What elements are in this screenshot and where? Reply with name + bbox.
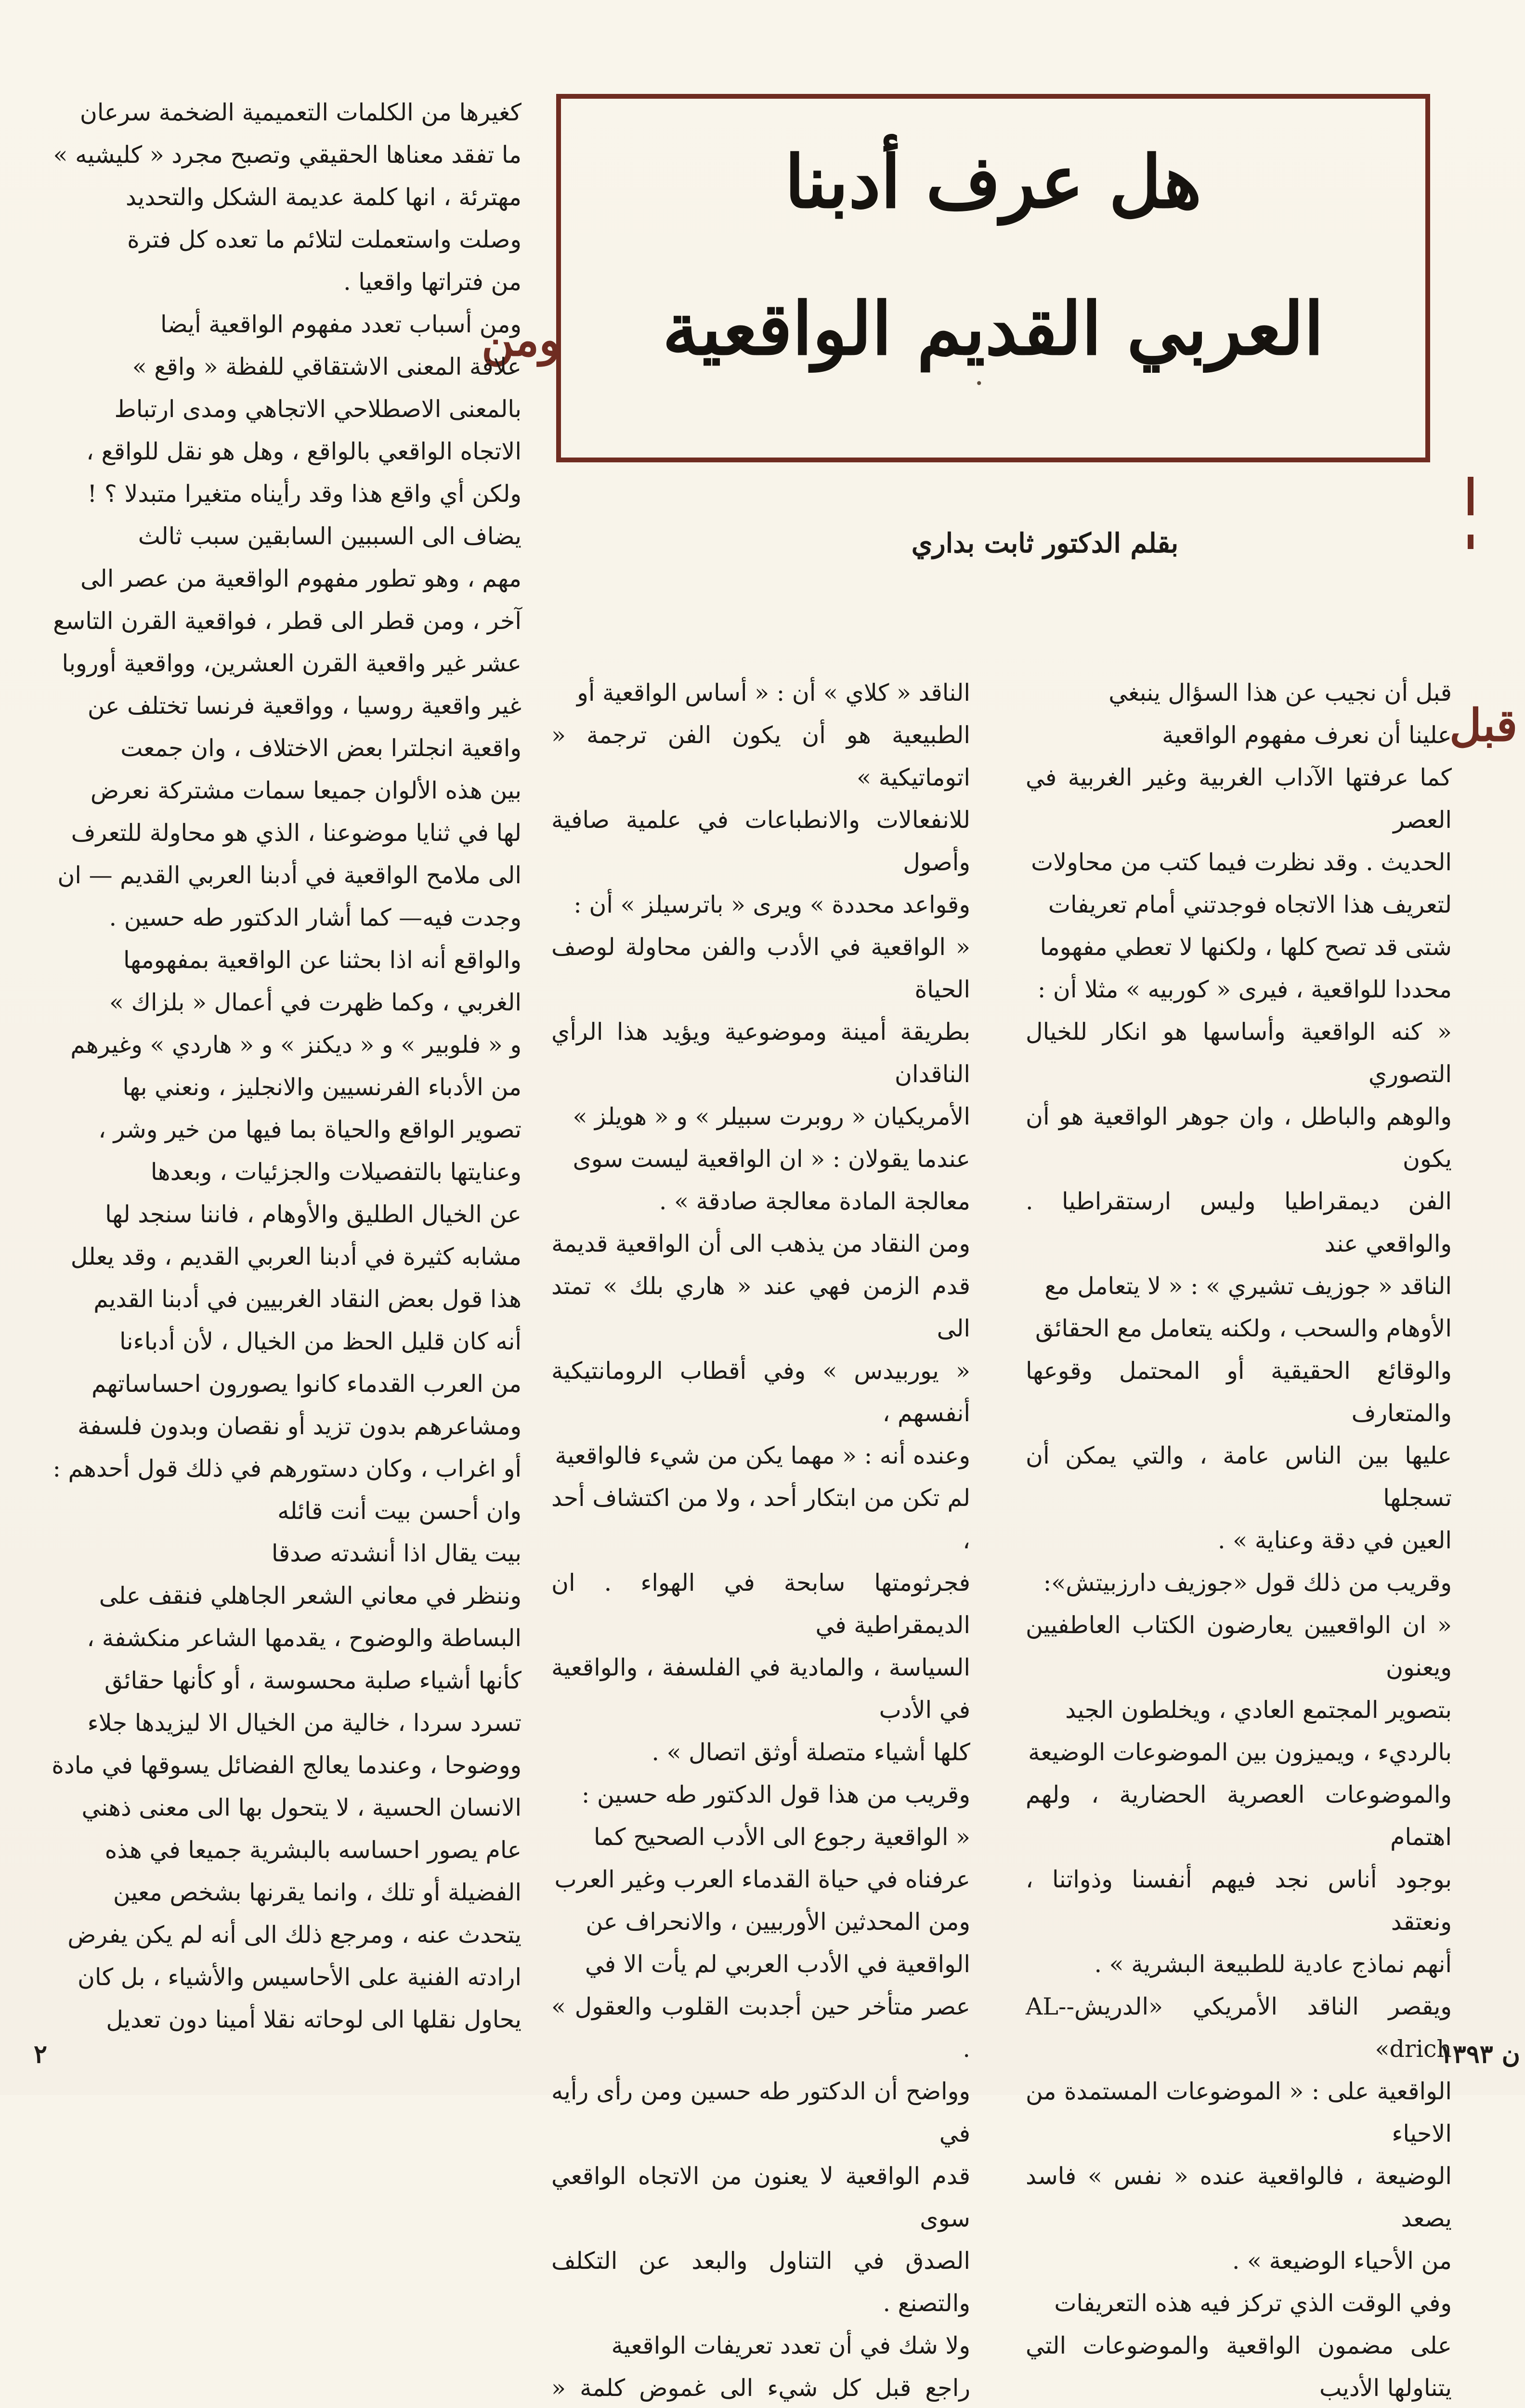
right-dropcap: قبل bbox=[1449, 699, 1518, 751]
middle-column-text: الناقد « كلاي » أن : « أساس الواقعية أو الطبيعية هو أن يكون الفن ترجمة « اتوماتيكية » للانفعالات والانطباعات في علمية صافية وأصول وقواعد محددة » ويرى « باترسيلز » أن : « الواقعية في الأدب والفن محاولة لوصف الحياة بطريقة أمينة وموضوعية ويؤيد هذا الرأي الناقدان الأمريكيان « روبرت سبيلر » و « هويلز » عندما يقولان : « ان الواقعية ليست سوى معالجة المادة معالجة صادقة » . ومن النقاد من يذهب الى أن الواقعية قديمة قدم الزمن فهي عند « هاري بلك » تمتد الى « يوربيدس » وفي أقطاب الرومانتيكية أنفسهم ، وعنده أنه : « مهما يكن من شيء فالواقعية لم تكن من ابتكار أحد ، ولا من اكتشاف أحد ، فجرثومتها سابحة في الهواء . ان الديمقراطية في السياسة ، والمادية في الفلسفة ، والواقعية في الأدب كلها أشياء متصلة أوثق اتصال » . وقريب من هذا قول الدكتور طه حسين : « الواقعية رجوع الى الأدب الصحيح كما عرفناه في حياة القدماء العرب وغير العرب ومن المحدثين الأوربيين ، والانحراف عن الواقعية في الأدب العربي لم يأت الا في عصر متأخر حين أجدبت القلوب والعقول » . وواضح أن الدكتور طه حسين ومن رأى رأيه في قدم الواقعية لا يعنون من الاتجاه الواقعي سوى الصدق في التناول والبعد عن التكلف والتصنع . ولا شك في أن تعدد تعريفات الواقعية راجع قبل كل شيء الى غموض كلمة « bbox=[551, 679, 970, 2402]
author-byline: بقلم الدكتور ثابت بداري bbox=[911, 527, 1179, 559]
title-line-2: العربي القديم الواقعية bbox=[662, 287, 1324, 371]
title-line-1: هل عرف أدبنا bbox=[784, 140, 1202, 224]
footer-issue-text: ن ١٣٩٣ bbox=[1439, 2040, 1520, 2069]
page-number: ٢ bbox=[34, 2040, 47, 2069]
accent-bar-top bbox=[1468, 477, 1473, 515]
title-ornament: • bbox=[975, 376, 983, 392]
right-column-text: قبل أن نجيب عن هذا السؤال ينبغي علينا أن نعرف مفهوم الواقعية كما عرفتها الآداب الغربية وغير الغربية في العصر الحديث . وقد نظرت فيما كتب من محاولات لتعريف هذا الاتجاه فوجدتني أمام تعريفات شتى قد تصح كلها ، ولكنها لا تعطي مفهوما محددا للواقعية ، فيرى « كوربيه » مثلا أن : « كنه الواقعية وأساسها هو انكار للخيال التصوري والوهم والباطل ، وان جوهر الواقعية هو أن يكون الفن ديمقراطيا وليس ارستقراطيا . والواقعي عند الناقد « جوزيف تشيري » : « لا يتعامل مع الأوهام والسحب ، ولكنه يتعامل مع الحقائق والوقائع الحقيقية أو المحتمل وقوعها والمتعارف عليها بين الناس عامة ، والتي يمكن أن تسجلها العين في دقة وعناية » . وقريب من ذلك قول «جوزيف دارزبيتش»: « ان الواقعيين يعارضون الكتاب العاطفيين ويعنون بتصوير المجتمع العادي ، ويخلطون الجيد بالرديء ، ويميزون بين الموضوعات الوضيعة والموضوعات العصرية الحضارية ، ولهم اهتمام بوجود أناس نجد فيهم أنفسنا وذواتنا ، ونعتقد أنهم نماذج عادية للطبيعة البشرية » . ويقصر الناقد الأمريكي «الدريش-AL-drich» الواقعية على : « الموضوعات المستمدة من الاحياء الوضيعة ، فالواقعية عنده « نفس » فاسد يصعد من الأحياء الوضيعة » . وفي الوقت الذي تركز فيه هذه التعريفات على مضمون الواقعية والموضوعات التي يتناولها الأديب bbox=[1026, 679, 1452, 2402]
left-column-text: كغيرها من الكلمات التعميمية الضخمة سرعان ما تفقد معناها الحقيقي وتصبح مجرد « كليشيه » مهترئة ، انها كلمة عديمة الشكل والتحديد وصلت واستعملت لتلائم ما تعده كل فترة من فتراتها واقعيا . ومن أسباب تعدد مفهوم الواقعية أيضا علاقة المعنى الاشتقاقي للفظة « واقع » بالمعنى الاصطلاحي الاتجاهي ومدى ارتباط الاتجاه الواقعي بالواقع ، وهل هو نقل للواقع ، ولكن أي واقع هذا وقد رأيناه متغيرا متبدلا ؟ ! يضاف الى السببين السابقين سبب ثالث مهم ، وهو تطور مفهوم الواقعية من عصر الى آخر ، ومن قطر الى قطر ، فواقعية القرن التاسع عشر غير واقعية القرن العشرين، وواقعية أوروبا غير واقعية روسيا ، وواقعية فرنسا تختلف عن واقعية انجلترا بعض الاختلاف ، وان جمعت بين هذه الألوان جميعا سمات مشتركة نعرض لها في ثنايا موضوعنا ، الذي هو محاولة للتعرف الى ملامح الواقعية في أدبنا العربي القديم — ان وجدت فيه— كما أشار الدكتور طه حسين . والواقع أنه اذا بحثنا عن الواقعية بمفهومها الغربي ، وكما ظهرت في أعمال « بلزاك » و « فلوبير » و « ديكنز » و « هاردي » وغيرهم من الأدباء الفرنسيين والانجليز ، ونعني بها تصوير الواقع والحياة بما فيها من خير وشر ، وعنايتها بالتفصيلات والجزئيات ، وبعدها عن الخيال الطليق والأوهام ، فاننا سنجد لها مشابه كثيرة في أدبنا العربي القديم ، وقد يعلل هذا قول بعض النقاد الغربيين في أدبنا القديم أنه كان قليل الحظ من الخيال ، لأن أدباءنا من العرب القدماء كانوا يصورون احساساتهم ومشاعرهم بدون تزيد أو نقصان وبدون فلسفة أو اغراب ، وكان دستورهم في ذلك قول أحدهم : وان أحسن بيت أنت قائله بيت يقال اذا أنشدته صدقا وننظر في معاني الشعر الجاهلي فنقف على البساطة والوضوح ، يقدمها الشاعر منكشفة ، كأنها أشياء صلبة محسوسة ، أو كأنها حقائق تسرد سردا ، خالية من الخيال الا ليزيدها جلاء ووضوحا ، وعندما يعالج الفضائل يسوقها في مادة الانسان الحسية ، لا يتحول بها الى معنى ذهني عام يصور احساسه بالبشرية جميعا في هذه الفضيلة أو تلك ، وانما يقرنها بشخص معين يتحدث عنه ، ومرجع ذلك الى أنه لم يكن يفرض ارادته الفنية على الأحاسيس والأشياء ، بل كان يحاول نقلها الى لوحاته نقلا أمينا دون تعديل bbox=[52, 99, 521, 2033]
left-dropcap: ومن bbox=[482, 314, 560, 366]
title-frame bbox=[556, 94, 1430, 462]
accent-bar-bottom bbox=[1468, 535, 1473, 549]
